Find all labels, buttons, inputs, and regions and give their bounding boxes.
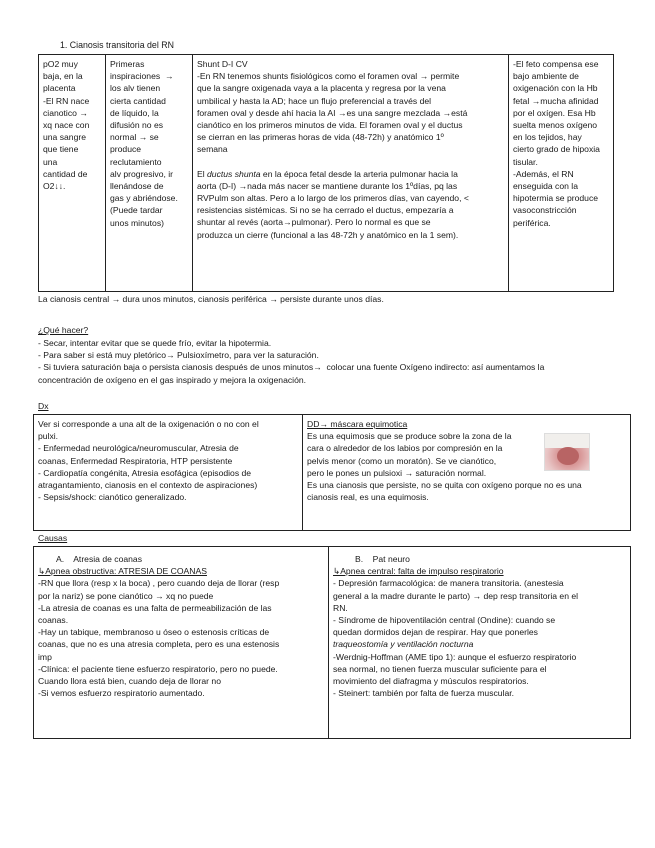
text-line: -El feto compensa ese [513, 59, 599, 69]
text-line: -Además, el RN [513, 168, 574, 179]
text-line: hipotermia se produce [513, 193, 599, 204]
text-line: pO2 muy [43, 59, 78, 69]
text-line: fetal →mucha afinidad [513, 95, 599, 106]
summary-line: La cianosis central → dura unos minutos, cianosis periférica → persiste durante unos días. [38, 294, 384, 304]
text-line: shuntar al revés (aorta→pulmonar). Pero lo normal es que se [197, 217, 431, 228]
text-line: Es una cianosis que persiste, no se quita con oxígeno porque no es una [307, 480, 582, 491]
dx-table [33, 414, 631, 531]
text-line: coanas, que no es una atresia completa, pero es una estenosis [38, 639, 280, 650]
text-line: imp [38, 651, 52, 662]
text-line: periférica. [513, 217, 551, 228]
text-line: cierta cantidad [110, 95, 166, 106]
text-line: cierto grado de hipoxia [513, 144, 600, 155]
dx-title: Dx [38, 401, 49, 411]
text-line: -Hay un tabique, membranoso u óseo o estenosis críticas de [38, 627, 270, 638]
ductus-line: El ductus shunta en la época fetal desde la arteria pulmonar hacia la [197, 168, 458, 179]
text-line: los alv tienen [110, 83, 161, 94]
causa-b-subtitle: ↳Apnea central: falta de impulso respiratorio [333, 566, 504, 577]
causa-b-italic: traqueostomía y ventilación nocturna [333, 639, 474, 650]
causa-atresia-cell [34, 547, 328, 738]
dd-title: DD→ máscara equimotica [307, 419, 408, 429]
text-line: en los tejidos, hay [513, 132, 582, 143]
text-line: enseguida con la [513, 181, 578, 192]
text-line: movimiento del diafragma y músculos respiratorios. [333, 676, 529, 687]
text-line: resistencias sistémicas. Si no se ha cerrado el ductus, empezaría a [197, 205, 454, 216]
text-line: - Enfermedad neurológica/neuromuscular, Atresia de [38, 443, 239, 454]
table-col-po2 [39, 55, 105, 291]
text-line: baja, en la [43, 71, 83, 82]
text-line: produce [110, 144, 142, 155]
text-line: vasoconstricción [513, 205, 577, 216]
text-line: Shunt D-I CV [197, 59, 248, 69]
text-line: que la sangre oxigenada vaya a la placenta y regresa por la vena [197, 83, 446, 94]
text-line: Cuando llora está bien, cuando deja de llorar no [38, 676, 221, 687]
causas-table [33, 546, 631, 739]
text-line: - Cardiopatía congénita, Atresia esofágica (episodios de [38, 467, 252, 478]
table-col-compensacion [509, 55, 615, 291]
text-line: O2↓↓. [43, 181, 66, 192]
table-col-shunt [193, 55, 508, 291]
text-line: -Si vemos esfuerzo respiratorio aumentado. [38, 688, 205, 699]
text-line: foramen oval y desde ahí hacia la AI →es una sangre mezclada →está [197, 107, 468, 118]
text-line: quedan dormidos dejan de respirar. Hay que ponerles [333, 627, 538, 638]
text-line: - Sepsis/shock: cianótico generalizado. [38, 492, 187, 503]
text-line: tisular. [513, 156, 538, 167]
text-line: Primeras [110, 59, 145, 69]
cianosis-table [38, 54, 614, 292]
text-line: -En RN tenemos shunts fisiológicos como el foramen oval → permite [197, 71, 460, 82]
text-line: pero le pones un pulsioxi → saturación normal. [307, 467, 487, 478]
list-item: - Secar, intentar evitar que se quede frío, evitar la hipotermia. [38, 338, 272, 348]
text-line: inspiraciones → [110, 71, 174, 82]
text-line: oxigenación con la Hb [513, 83, 598, 94]
section-title-cianosis: 1. Cianosis transitoria del RN [60, 40, 174, 50]
mascara-equimotica-photo [544, 433, 590, 471]
text-line: produzca un cierre (funcional a las 48-72h y anatómico en la 1 sem). [197, 229, 459, 240]
text-line: una sangre [43, 132, 87, 143]
text-line: de líquido, la [110, 107, 159, 118]
text-line: unos minutos) [110, 217, 164, 228]
text-line: -La atresia de coanas es una falta de permeabilización de las [38, 602, 272, 613]
causa-a-title: A. Atresia de coanas [56, 554, 142, 564]
text-line: pelvis menor (como un moratón). Se ve cianótico, [307, 455, 497, 466]
text-line: normal → se [110, 132, 159, 143]
text-line: coanas. [38, 615, 69, 626]
que-hacer-list [38, 337, 628, 386]
list-item: concentración de oxígeno en el gas inspirado y mejora la oxigenación. [38, 374, 307, 385]
causa-neuro-cell [329, 547, 632, 738]
text-line: atragantamiento, cianosis en el contexto de aspiraciones) [38, 480, 258, 491]
text-line: difusión no es [110, 120, 164, 131]
text-line: -Clínica: el paciente tiene esfuerzo respiratorio, pero no puede. [38, 663, 278, 674]
text-line: una [43, 156, 58, 167]
text-line: xq nace con [43, 120, 90, 131]
text-line: alv progresivo, ir [110, 168, 174, 179]
text-line: general a la madre durante le parto) → dep resp transitoria en el [333, 590, 579, 601]
list-item: - Para saber si está muy pletórico→ Pulsioxímetro, para ver la saturación. [38, 350, 319, 361]
text-line: Ver si corresponde a una alt de la oxigenación o no con el [38, 419, 259, 429]
text-line: cianotico → [43, 107, 88, 118]
text-line: llenándose de [110, 181, 164, 192]
dx-left-cell [34, 415, 302, 530]
text-line: - Steinert: también por falta de fuerza muscular. [333, 688, 515, 699]
text-line: umbilical y hasta la AD; hace un flujo preferencial a través del [197, 95, 432, 106]
text-line: por la nariz) se pone cianótico → xq no puede [38, 590, 214, 601]
text-line: RVPulm son altas. Pero a lo largo de los primeros días, van cayendo, < [197, 193, 469, 204]
text-line: cara o alrededor de los labios por compresión en la [307, 443, 503, 454]
text-line: - Síndrome de hipoventilación central (Ondine): cuando se [333, 615, 556, 626]
text-line: cianótico en los primeros minutos de vida. El foramen oval y el ductus [197, 120, 463, 131]
text-line: cantidad de [43, 168, 88, 179]
text-line: -Werdnig-Hoffman (AME tipo 1): aunque el esfuerzo respiratorio [333, 651, 577, 662]
text-line: que tiene [43, 144, 79, 155]
causas-title: Causas [38, 533, 68, 543]
text-line: reclutamiento [110, 156, 162, 167]
que-hacer-title: ¿Qué hacer? [38, 325, 89, 335]
text-line: -El RN nace [43, 95, 90, 106]
causa-b-title: B. Pat neuro [355, 554, 410, 564]
text-line: (Puede tardar [110, 205, 163, 216]
table-col-inspiraciones [106, 55, 192, 291]
text-line: cianosis real, es una equimosis. [307, 492, 429, 503]
text-line: gas y abriéndose. [110, 193, 178, 204]
list-item: - Si tuviera saturación baja o persista cianosis después de unos minutos→ colocar una fuente Oxígeno indirecto: así aumentamos la [38, 362, 545, 373]
text-line: se cierran en las primeras horas de vida (48-72h) y anatómico 1º [197, 132, 444, 143]
text-line: bajo ambiente de [513, 71, 579, 82]
text-line: RN. [333, 602, 348, 613]
text-line: coanas, Enfermedad Respiratoria, HTP persistente [38, 455, 233, 466]
text-line: aorta (D-I) →nada más nacer se mantiene durante los 1ºdías, pq las [197, 180, 458, 191]
text-line: -RN que llora (resp x la boca) , pero cuando deja de llorar (resp [38, 578, 280, 589]
causa-a-subtitle: ↳Apnea obstructiva: ATRESIA DE COANAS [38, 566, 207, 577]
text-line: pulxi. [38, 431, 59, 442]
text-line: por el oxígen. Esa Hb [513, 107, 596, 118]
text-line: placenta [43, 83, 76, 94]
text-line: suelta menos oxígeno [513, 120, 598, 131]
text-line: - Depresión farmacológica: de manera transitoria. (anestesia [333, 578, 564, 589]
text-line: Es una equimosis que se produce sobre la zona de la [307, 431, 512, 442]
text-line: sea normal, no tienen fuerza muscular suficiente para el [333, 663, 547, 674]
text-line: semana [197, 144, 228, 155]
